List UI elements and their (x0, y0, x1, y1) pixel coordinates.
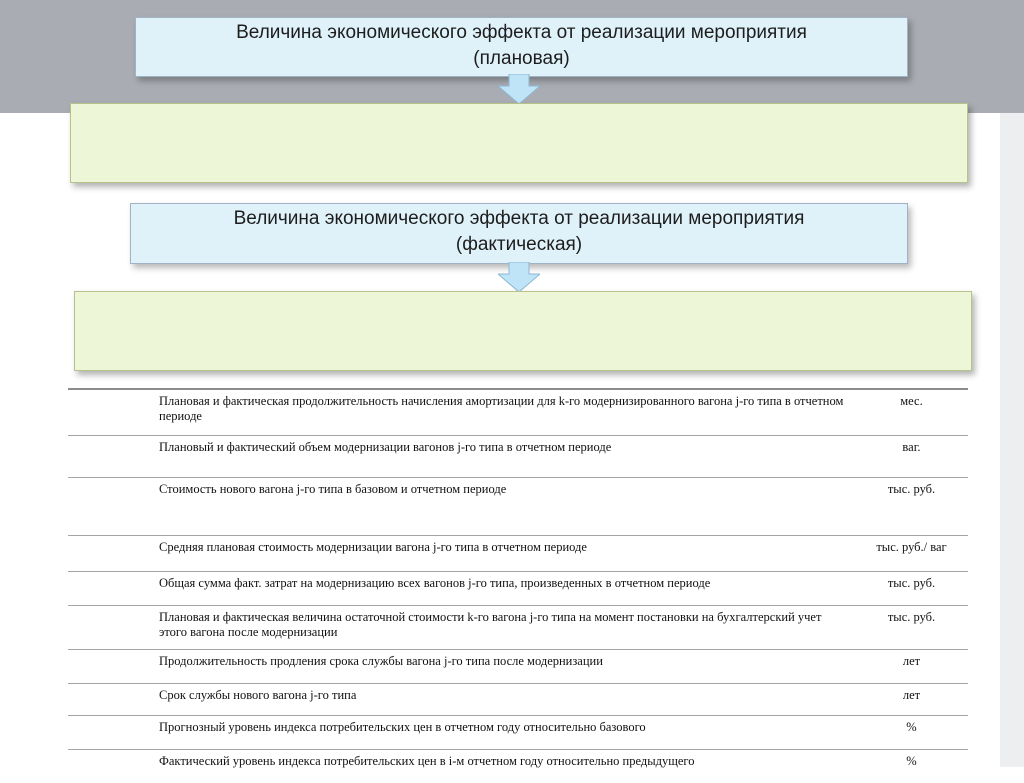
table-row (68, 606, 968, 650)
variable-description: Общая сумма факт. затрат на модернизацию всех вагонов j-го типа, произведенных в отчетном периоде (153, 572, 855, 606)
variable-unit: % (855, 716, 968, 750)
variable-description: Прогнозный уровень индекса потребительских цен в отчетном году относительно базового (153, 716, 855, 750)
variable-unit: лет (855, 650, 968, 684)
table-row (68, 478, 968, 536)
plan-effect-banner (135, 17, 908, 77)
variable-description: Продолжительность продления срока службы вагона j-го типа после модернизации (153, 650, 855, 684)
table-row (68, 684, 968, 716)
variable-unit: тыс. руб. (855, 606, 968, 650)
variable-description: Стоимость нового вагона j-го типа в базовом и отчетном периоде (153, 478, 855, 536)
variable-unit: ваг. (855, 436, 968, 478)
plan-banner-line2: (плановая) (136, 46, 907, 72)
variable-symbol (68, 684, 153, 716)
variables-legend-table (68, 388, 968, 783)
variable-symbol (68, 436, 153, 478)
variable-unit: мес. (855, 389, 968, 436)
table-row (68, 536, 968, 572)
variable-symbol (68, 536, 153, 572)
fact-effect-banner (130, 203, 908, 264)
variable-description: Плановый и фактический объем модернизации вагонов j-го типа в отчетном периоде (153, 436, 855, 478)
down-arrow-icon (498, 74, 540, 104)
variable-symbol (68, 716, 153, 750)
variable-symbol (68, 572, 153, 606)
variable-symbol (68, 389, 153, 436)
variable-description: Фактический уровень индекса потребительских цен в i-м отчетном году относительно предыдущего (153, 750, 855, 783)
plan-formula (71, 104, 967, 182)
table-row (68, 650, 968, 684)
fact-formula (75, 292, 971, 370)
table-row (68, 389, 968, 436)
slide-side-band (1000, 113, 1024, 767)
variable-description: Плановая и фактическая продолжительность начисления амортизации для k-го модернизированного вагона j-го типа в отчетном периоде (153, 389, 855, 436)
table-row (68, 572, 968, 606)
variable-symbol (68, 606, 153, 650)
variable-description: Средняя плановая стоимость модернизации вагона j-го типа в отчетном периоде (153, 536, 855, 572)
table-row (68, 436, 968, 478)
variable-symbol (68, 750, 153, 783)
variable-unit: лет (855, 684, 968, 716)
plan-formula-box (70, 103, 968, 183)
variable-unit: тыс. руб. (855, 478, 968, 536)
down-arrow-icon (498, 262, 540, 292)
fact-banner-line2: (фактическая) (131, 232, 907, 258)
plan-banner-line1: Величина экономического эффекта от реализации мероприятия (136, 20, 907, 46)
table-row (68, 716, 968, 750)
variable-symbol (68, 650, 153, 684)
variable-unit: тыс. руб. (855, 572, 968, 606)
variable-description: Срок службы нового вагона j-го типа (153, 684, 855, 716)
variable-description: Плановая и фактическая величина остаточной стоимости k-го вагона j-го типа на момент постановки на бухгалтерский учет этого вагона после модернизации (153, 606, 855, 650)
fact-banner-line1: Величина экономического эффекта от реализации мероприятия (131, 206, 907, 232)
variable-unit: % (855, 750, 968, 783)
fact-formula-box (74, 291, 972, 371)
table-row (68, 750, 968, 783)
variable-symbol (68, 478, 153, 536)
variable-unit: тыс. руб./ ваг (855, 536, 968, 572)
